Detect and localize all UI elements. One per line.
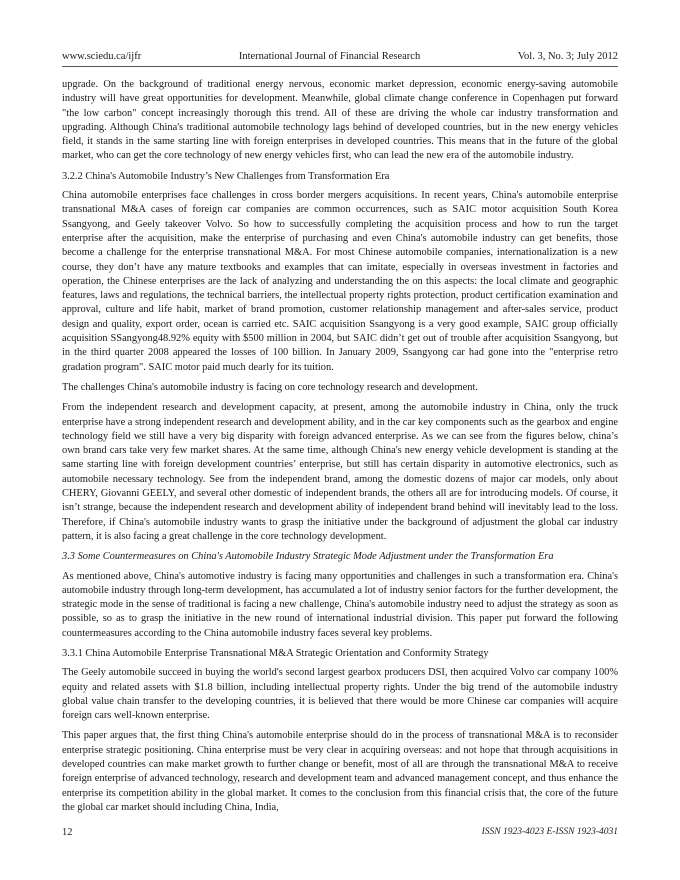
section-heading-3-3-1: 3.3.1 China Automobile Enterprise Transnational M&A Strategic Orientation and Conformity Strategy xyxy=(62,647,489,659)
paragraph: From the independent research and development capacity, at present, among the automobile industry in China, only the truck enterprise have a strong independent research and development ability, and in the car key components such as the gearbox and engine technology field we still have a very big disparity with foreign advanced enterprise. As we can see from the figures below, china’s own brand cars take very few market shares. At the same time, although China's new energy vehicle development is standing at the same starting line with foreign development countries’ enterprise, but still has certain disparity in automotive electronics, such as automobile necessary technology. See from the independent brand, among the domestic dozens of major car models, only about CHERY, Giovanni GEELY, and several other domestic of independent brands, the others all are for introducing models. Of course, it isn’t strange, because the independent research and development ability of independent brand behind will inevitably lead to the loss. Therefore, if China's automobile industry wants to grasp the initiative under the background of adjustment the global car industry pattern, it is also facing a great challenge in the core technology development. xyxy=(62,402,618,542)
running-header xyxy=(62,50,618,63)
paragraph: China automobile enterprises face challenges in cross border mergers acquisitions. In recent years, China's automobile enterprise transnational M&A cases of foreign car companies are common occurrences, such as SAIC motor acquisition South Korea Ssangyong, and Geely takeover Volvo. So how to successfully completing the acquisition process and how to run the target enterprise after the acquisition, make the enterprise of purchasing and even China's automobile industry can get benefits, those become a challenge for the enterprise transnational M&A. For most Chinese automobile companies, internationalization is a new course, they don’t have any mature textbooks and examples that can imitate, especially in overseas investment in factories and operation, the Chinese enterprises are the lack of analyzing and understanding the on this aspects: the local climate and geographic features, laws and regulations, the technical barriers, the intellectual property rights protection, product certification examination and approval, culture and life habit, market of brand promotion, customer relationship management and after-sales service, product design and quality, export order, ocean is carried etc. SAIC acquisition Ssangyong is a very good example, SAIC group officially acquisition SSangyong48.92% equity with $500 million in 2004, but SAIC didn’t get out of trouble after acquisition Ssangyong, but in the third quarter 2008 appeared the losses of 100 billion. In January 2009, Ssangyong car had gone into the "enterprise retro gradation program". SAIC motor paid much dearly for its tuition. xyxy=(62,190,618,373)
volume-issue: Vol. 3, No. 3; July 2012 xyxy=(517,51,618,62)
section-heading-3-2-2: 3.2.2 China's Automobile Industry’s New Challenges from Transformation Era xyxy=(62,170,390,182)
journal-title: International Journal of Financial Research xyxy=(238,51,421,62)
section-heading-3-3: 3.3 Some Countermeasures on China's Automobile Industry Strategic Mode Adjustment under the Transformation Era xyxy=(62,551,554,563)
page-number: 12 xyxy=(62,827,73,838)
issn-info: ISSN 1923-4023 E-ISSN 1923-4031 xyxy=(481,827,618,837)
paragraph: The Geely automobile succeed in buying the world's second largest gearbox producers DSI, then acquired Volvo car company 100% equity and related assets with $1.8 billion, including intellectual property rights. Under the big trend of the automobile industry global value chain transfer to the developing countries, it is believed that there would be more Chinese car companies will acquire foreign cars well-known enterprise. xyxy=(62,667,618,722)
article-body xyxy=(62,78,618,821)
paragraph: upgrade. On the background of traditional energy nervous, economic market depression, economic energy-saving automobile industry will have great opportunities for development. Meanwhile, global climate change conference in Copenhagen put forward "the low carbon" concept increasingly thorough this trend. All of these are driving the whole car industry transformation and upgrading. Although China's traditional automobile technology lags behind of developed countries, but in the new energy vehicles field, it stands in the same starting line with foreign enterprises in developed countries. This means that in the future of the global market, who can get the core technology of new energy vehicles first, who can lead the new era of the automobile industry. xyxy=(62,79,618,162)
paragraph: As mentioned above, China's automotive industry is facing many opportunities and challenges in such a transformation era. China's automobile industry through long-term development, has accumulated a lot of industry senior factors for the further development, the strategic mode in the sense of traditional is facing a new challenge, China's automobile industry need to adjust the strategy as soon as possible, so as to grasp the initiative in the new round of international industrial division. This paper put forward the following countermeasures according to the China automobile industry faces several key problems. xyxy=(62,570,618,639)
page-footer xyxy=(62,826,618,839)
journal-website: www.sciedu.ca/ijfr xyxy=(62,51,142,62)
header-divider xyxy=(62,66,618,67)
paragraph: This paper argues that, the first thing China's automobile enterprise should do in the process of transnational M&A is to reconsider enterprise strategic positioning. China enterprise must be very clear in acquiring overseas: and not hope that through acquisitions in developed countries can make market growth to further change or benefit, most of all are through the transnational M&A to receive foreign enterprise of advanced technology, research and development team and advanced management concept, and thus enhance the enterprise its competition ability in the global market. It comes to the conclusion from this financial crisis that, the core of the future the global car market should including China, India, xyxy=(62,730,618,813)
paragraph: The challenges China's automobile industry is facing on core technology research and development. xyxy=(62,381,478,393)
